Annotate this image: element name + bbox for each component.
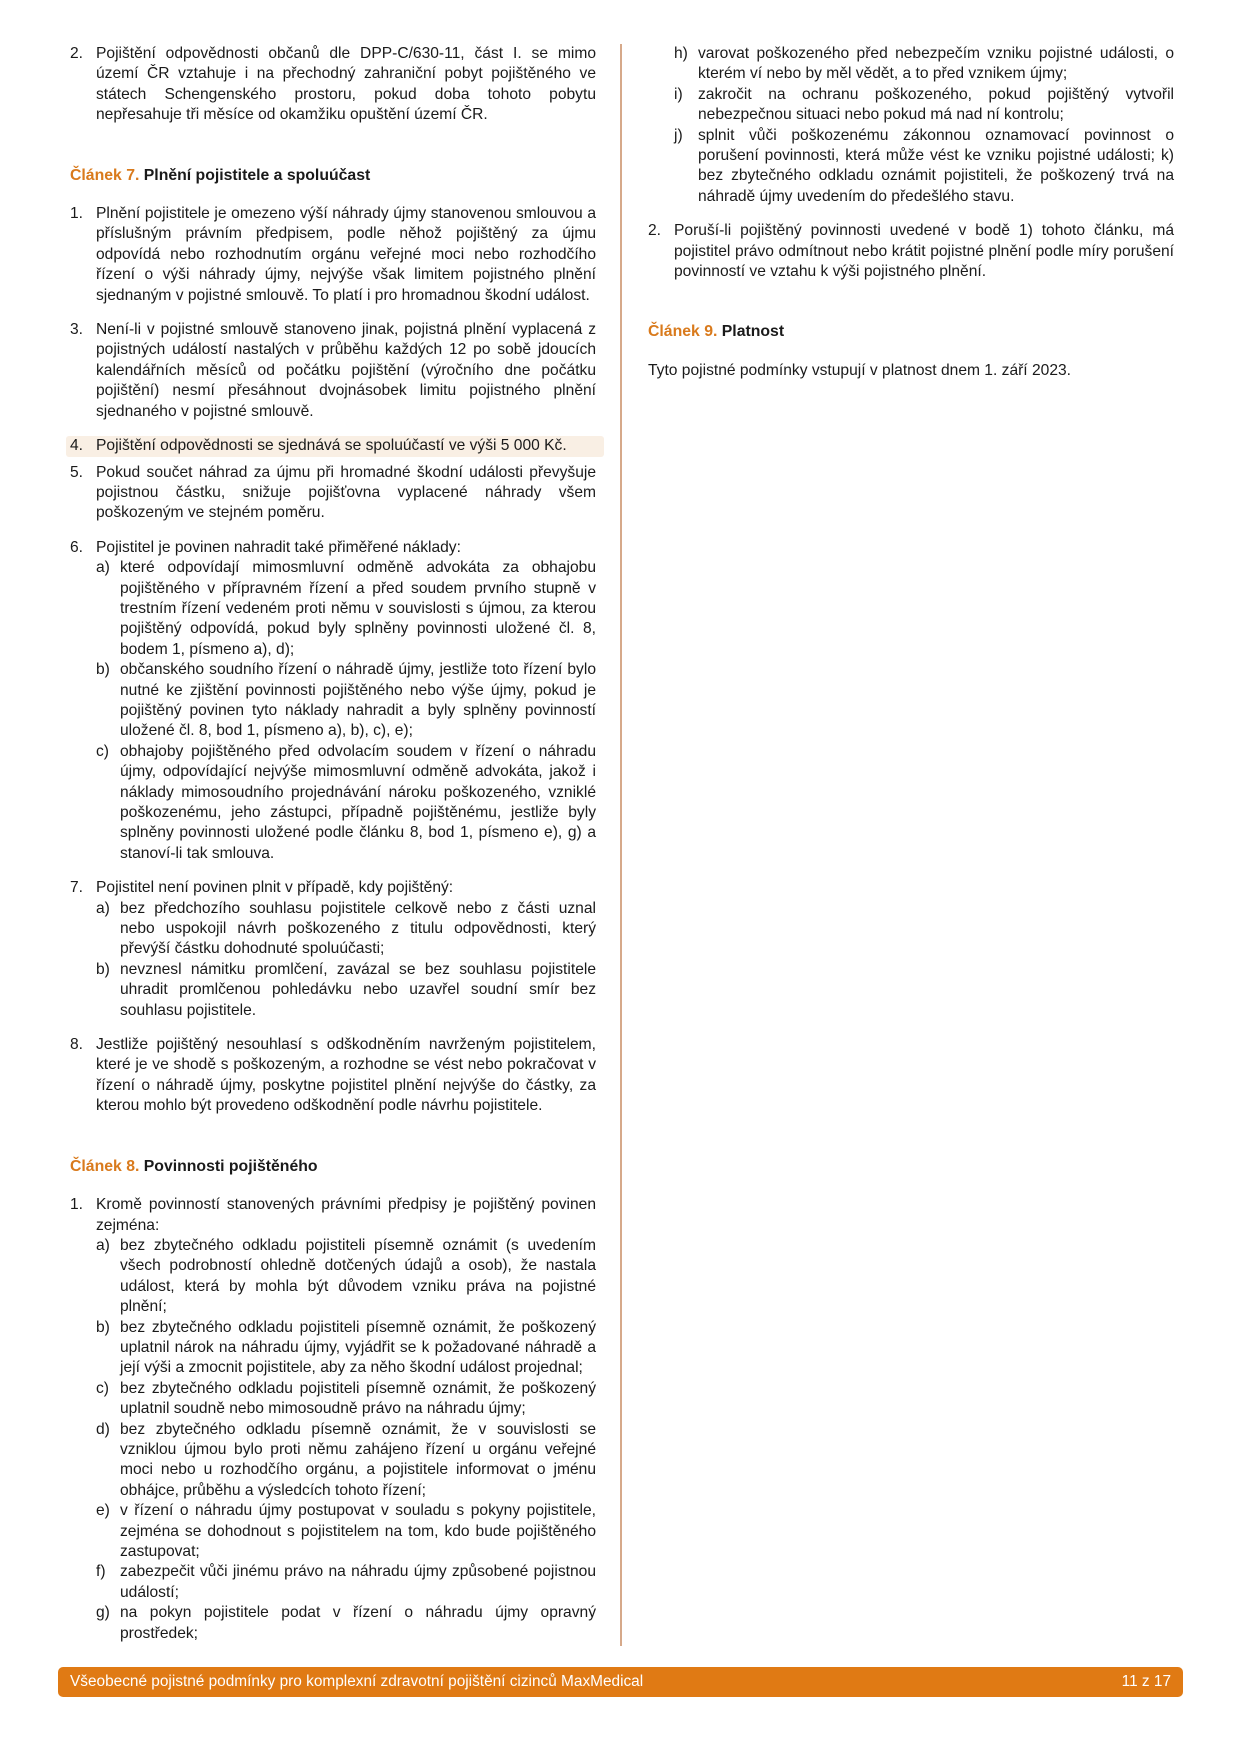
sub-letter: b) [96, 960, 110, 978]
list-item [70, 44, 596, 126]
sub-text: které odpovídají mimosmluvní odměně advokáta za obhajobu pojištěného v přípravném řízení a před soudem prvního stupně v trestním řízení vedeném proti němu v souvislosti s újmou, za kterou pojištěný odpovídá, pokud byly splněny povinnosti uložené čl. 8, bodem 1, písmeno a), d); [120, 559, 596, 658]
item-number: 1. [70, 1196, 84, 1214]
list-item [648, 221, 1174, 282]
sub-letter: b) [96, 661, 110, 679]
item-number: 6. [70, 538, 84, 556]
list-item [70, 463, 596, 524]
item-text: Pojištění odpovědnosti se sjednává se spoluúčastí ve výši 5 000 Kč. [96, 437, 567, 455]
sub-text: na pokyn pojistitele podat v řízení o náhradu újmy opravný prostředek; [120, 1604, 596, 1642]
article-title: Platnost [721, 323, 785, 341]
sub-letter: f) [96, 1563, 106, 1581]
item-text: Pojistitel není povinen plnit v případě, kdy pojištěný: [96, 879, 454, 897]
list-item-highlighted [66, 436, 604, 456]
sub-item [674, 44, 1174, 85]
item-number: 1. [70, 205, 84, 223]
sub-letter: d) [96, 1420, 110, 1438]
sub-item [96, 558, 596, 660]
item-number: 8. [70, 1036, 84, 1054]
sub-letter: c) [96, 742, 109, 760]
left-column [70, 44, 596, 1644]
item-text: Pokud součet náhrad za újmu při hromadné škodní události převyšuje pojistnou částku, snižuje pojišťovna vyplacené náhrady všem poškozeným ve stejném poměru. [96, 463, 596, 522]
item-text: Poruší-li pojištěný povinnosti uvedené v bodě 1) tohoto článku, má pojistitel právo odmítnout nebo krátit pojistné plnění podle míry porušení povinností ve vztahu k výši pojistného plnění. [674, 222, 1174, 281]
item-text: Jestliže pojištěný nesouhlasí s odškodněním navrženým pojistitelem, které je ve shodě s poškozeným, a rozhodne se vést nebo pokračovat v řízení o náhradě újmy, poskytne pojistitel plnění nejvýše do částky, za kterou mohlo být provedeno odškodnění podle návrhu pojistitele. [96, 1036, 596, 1115]
footer-title: Všeobecné pojistné podmínky pro komplexní zdravotní pojištění cizinců MaxMedical [70, 1673, 644, 1690]
sub-text: v řízení o náhradu újmy postupovat v souladu s pokyny pojistitele, zejména se dohodnout s pojistitelem na tom, kdo bude pojištěného zastupovat; [120, 1502, 596, 1560]
item-number: 7. [70, 879, 84, 897]
article-label: Článek 7. [70, 166, 140, 184]
item-text: Pojištění odpovědnosti občanů dle DPP-C/630-11, část I. se mimo území ČR vztahuje i na přechodný zahraniční pobyt pojištěného ve státech Schengenského prostoru, pokud doba tohoto pobytu nepřesahuje tři měsíce od okamžiku opuštění území ČR. [96, 45, 596, 124]
list-item [70, 1195, 596, 1644]
sub-text: obhajoby pojištěného před odvolacím soudem v řízení o náhradu újmy, odpovídající nejvýše mimosmluvní odměně advokáta, jakož i náklady mimosoudního projednávání nároku poškozeného, vzniklé poškozenému, jeho zástupci, případně pojištěnému, jestliže byly splněny povinnosti uložené podle článku 8, bod 1, písmeno e), g) a stanoví-li tak smlouva. [120, 742, 596, 862]
sub-item [96, 1379, 596, 1420]
sub-letter: a) [96, 899, 110, 917]
list-item [70, 878, 596, 1021]
article-8-heading [70, 1157, 596, 1177]
article-title: Povinnosti pojištěného [143, 1157, 318, 1175]
article-title: Plnění pojistitele a spoluúčast [143, 166, 371, 184]
sub-item [674, 126, 1174, 208]
sub-item [96, 1562, 596, 1603]
item-text: Kromě povinností stanovených právními předpisy je pojištěný povinen zejména: [96, 1196, 596, 1234]
item-number: 2. [648, 222, 662, 240]
item-text: Není-li v pojistné smlouvě stanoveno jinak, pojistná plnění vyplacená z pojistných událostí nastalých v průběhu každých 12 po sobě jdoucích kalendářních měsíců od počátku pojištění (výročního dne počátku pojištění) nesmí přesáhnout dvojnásobek limitu pojistného plnění sjednaného v pojistné smlouvě. [96, 321, 596, 420]
sub-letter: i) [674, 85, 683, 103]
column-divider [620, 44, 622, 1646]
article-9-heading [648, 322, 1174, 342]
sub-letter: e) [96, 1502, 110, 1520]
sub-item [674, 85, 1174, 126]
sub-letter: b) [96, 1318, 110, 1336]
sub-item [96, 742, 596, 864]
sub-text: občanského soudního řízení o náhradě újmy, jestliže toto řízení bylo nutné ke zjištění povinnosti pojištěného nebo výše újmy, pokud je pojištěný povinen tyto náklady nahradit a byly splněny povinností uložené čl. 8, bod 1, písmeno a), b), c), e); [120, 661, 596, 740]
sub-text: bez zbytečného odkladu pojistiteli písemně oznámit (s uvedením všech podrobností ohledně dotčených údajů a osob), že nastala událost, která by mohla být důvodem vzniku práva na pojistné plnění; [120, 1236, 596, 1316]
sub-item [96, 1236, 596, 1318]
sub-letter: a) [96, 559, 110, 577]
list-item [70, 538, 596, 865]
article-label: Článek 9. [648, 323, 718, 341]
item-number: 5. [70, 463, 84, 481]
page-footer [58, 1667, 1183, 1697]
sub-letter: a) [96, 1236, 110, 1254]
right-column [648, 44, 1174, 381]
sub-text: nevznesl námitku promlčení, zavázal se bez souhlasu pojistitele uhradit promlčenou pohledávku nebo uzavřel soudní smír bez souhlasu pojistitele. [120, 960, 596, 1019]
sub-item [96, 660, 596, 742]
list-item [70, 320, 596, 422]
sub-item [96, 960, 596, 1021]
article-9-text: Tyto pojistné podmínky vstupují v platnost dnem 1. září 2023. [648, 361, 1071, 379]
sub-letter: g) [96, 1604, 110, 1622]
sub-text: zakročit na ochranu poškozeného, pokud pojištěný vytvořil nebezpečnou situaci nebo pokud má nad ní kontrolu; [698, 85, 1174, 124]
list-item [70, 204, 596, 306]
sub-letter: j) [674, 126, 683, 144]
sub-letter: h) [674, 45, 688, 62]
sub-text: bez zbytečného odkladu písemně oznámit, že v souvislosti se vzniklou újmou bylo proti němu zahájeno řízení u orgánu veřejné moci nebo u rozhodčího orgánu, a pojistitele informovat o jménu obhájce, průběhu a výsledcích tohoto řízení; [120, 1420, 596, 1499]
sub-item [96, 1420, 596, 1502]
sub-item [96, 1318, 596, 1379]
sub-letter: c) [96, 1379, 109, 1397]
article-7-heading [70, 166, 596, 186]
sub-item [96, 1603, 596, 1644]
sub-item [96, 899, 596, 960]
item-text: Plnění pojistitele je omezeno výší náhrady újmy stanovenou smlouvou a příslušným právním předpisem, podle něhož pojištěný za újmu odpovídá nebo rozhodnutím orgánu veřejné moci nebo rozhodčího řízení o výši náhrady újmy, nejvýše však limitem pojistného plnění sjednaným v pojistné smlouvě. To platí i pro hromadnou škodní událost. [96, 205, 596, 304]
sub-text: bez zbytečného odkladu pojistiteli písemně oznámit, že poškozený uplatnil soudně nebo mimosoudně právo na náhradu újmy; [120, 1379, 596, 1418]
sub-text: zabezpečit vůči jinému právo na náhradu újmy způsobené pojistnou událostí; [120, 1563, 596, 1601]
sub-text: bez zbytečného odkladu pojistiteli písemně oznámit, že poškozený uplatnil nárok na náhradu újmy, vyjádřit se k požadované náhradě a její výši a zmocnit pojistitele, aby za něho škodní událost projednal; [120, 1318, 596, 1377]
list-item [70, 1035, 596, 1117]
sub-text: bez předchozího souhlasu pojistitele celkově nebo z části uznal nebo uspokojil návrh poškozeného z titulu odpovědnosti, který převýší částku dohodnuté spoluúčasti; [120, 899, 596, 958]
sub-text: splnit vůči poškozenému zákonnou oznamovací povinnost o porušení povinnosti, která může vést ke vzniku pojistné události; k) bez zbytečného odkladu oznámit pojistiteli, že poškozený trvá na náhradě újmy uvedením do předešlého stavu. [698, 126, 1174, 205]
sub-text: varovat poškozeného před nebezpečím vzniku pojistné události, o kterém ví nebo by měl vědět, a to před vznikem újmy; [698, 45, 1174, 83]
article-label: Článek 8. [70, 1157, 140, 1175]
item-number: 3. [70, 321, 84, 339]
sub-item [96, 1501, 596, 1562]
item-text: Pojistitel je povinen nahradit také přiměřené náklady: [96, 538, 461, 556]
page-number: 11 z 17 [1121, 1673, 1171, 1690]
item-number: 4. [70, 437, 84, 455]
item-number: 2. [70, 45, 84, 62]
